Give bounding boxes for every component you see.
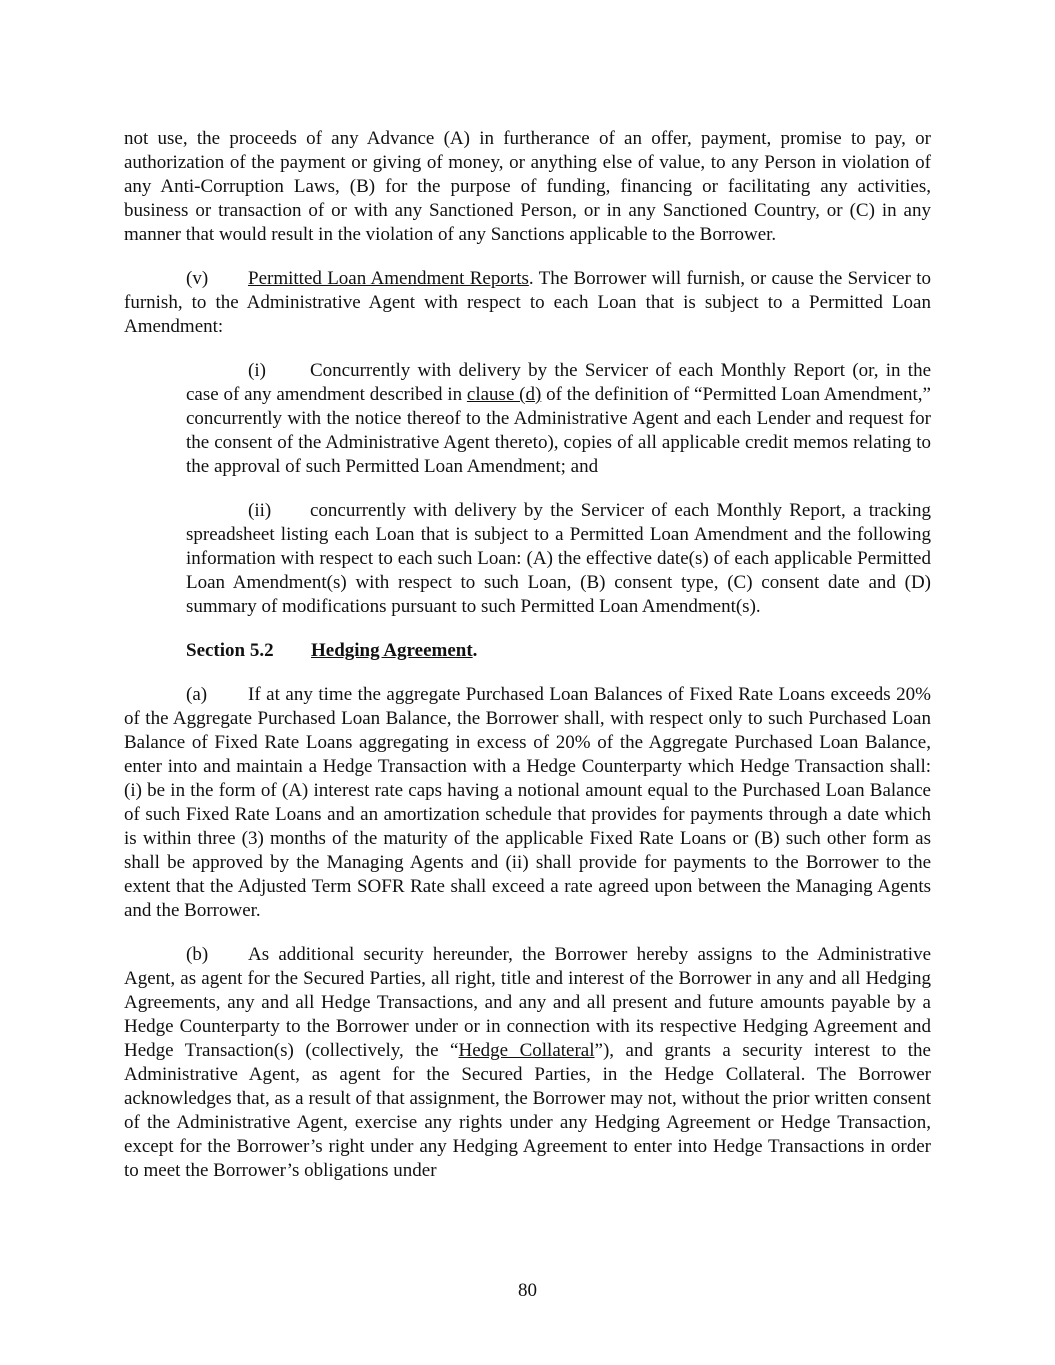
paragraph-i	[186, 359, 931, 479]
paragraph-v	[124, 267, 931, 339]
item-number-b: (b)	[186, 944, 209, 965]
defined-term-hedge-collateral: Hedge Collateral	[458, 1040, 595, 1061]
section-heading	[186, 639, 931, 663]
paragraph-b-text-b: ”), and grants a security interest to the Administrative Agent, as agent for the Secured Parties, in the Hedge Collateral. The Borrower acknowledges that, as a result of that assignment, the Borrower may not, without the prior written consent of the Administrative Agent, exercise any rights under any Hedging Agreement or Hedge Transaction, except for the Borrower’s right under any Hedging Agreement to enter into Hedge Transactions in order to meet the Borrower’s obligations under	[124, 1040, 931, 1181]
paragraph-b-text-a: As additional security hereunder, the Borrower hereby assigns to the Administrative Agent, as agent for the Secured Parties, all right, title and interest of the Borrower in any and all Hedging Agreements, any and all Hedge Transactions, and any and all present and future amounts payable by a Hedge Counterparty to the Borrower under or in connection with its respective Hedging Agreement and Hedge Transaction(s) (collectively, the “	[124, 944, 931, 1061]
section-title-period: .	[472, 640, 478, 661]
document-body	[124, 127, 931, 1203]
item-number-v: (v)	[186, 268, 209, 289]
paragraph-a	[124, 683, 931, 923]
section-title: Hedging Agreement	[311, 640, 473, 661]
heading-permitted-loan-amendment-reports: Permitted Loan Amendment Reports	[248, 268, 529, 289]
clause-d-reference: clause (d)	[466, 384, 542, 405]
page-number: 80	[518, 1280, 537, 1301]
item-number-i: (i)	[248, 360, 266, 381]
item-number-ii: (ii)	[248, 500, 272, 521]
paragraph-continuation: not use, the proceeds of any Advance (A) in furtherance of an offer, payment, promise to pay, or authorization of the payment or giving of money, or anything else of value, to any Person in violation of any Anti-Corruption Laws, (B) for the purpose of funding, financing or facilitating any activities, business or transaction of or with any Sanctioned Person, or in any Sanctioned Country, or (C) in any manner that would result in the violation of any Sanctions applicable to the Borrower.	[124, 128, 931, 245]
paragraph-ii-text: concurrently with delivery by the Servicer of each Monthly Report, a tracking spreadsheet listing each Loan that is subject to a Permitted Loan Amendment and the following information with respect to each such Loan: (A) the effective date(s) of each applicable Permitted Loan Amendment(s) with respect to such Loan, (B) consent type, (C) consent date and (D) summary of modifications pursuant to such Permitted Loan Amendment(s).	[186, 500, 931, 617]
section-number: Section 5.2	[186, 640, 274, 661]
paragraph-i-text-b: of the definition of “Permitted Loan Amendment,” concurrently with the notice thereof to the Administrative Agent and each Lender and request for the consent of the Administrative Agent thereto), copies of all applicable credit memos relating to the approval of such Permitted Loan Amendment; and	[186, 384, 931, 477]
paragraph-ii	[186, 499, 931, 619]
paragraph-i-text-a: Concurrently with delivery by the Servicer of each Monthly Report (or, in the case of any amendment described in	[186, 360, 931, 405]
item-number-a: (a)	[186, 684, 208, 705]
paragraph-v-text: . The Borrower will furnish, or cause the Servicer to furnish, to the Administrative Agent with respect to each Loan that is subject to a Permitted Loan Amendment:	[124, 268, 931, 337]
paragraph-a-text: If at any time the aggregate Purchased Loan Balances of Fixed Rate Loans exceeds 20% of the Aggregate Purchased Loan Balance, the Borrower shall, with respect only to such Purchased Loan Balance of Fixed Rate Loans aggregating in excess of 20% of the Aggregate Purchased Loan Balance, enter into and maintain a Hedge Transaction with a Hedge Counterparty which Hedge Transaction shall: (i) be in the form of (A) interest rate caps having a notional amount equal to the Purchased Loan Balance of such Fixed Rate Loans and an amortization schedule that provides for payments through a date which is within three (3) months of the maturity of the applicable Fixed Rate Loans or (B) such other form as shall be approved by the Managing Agents and (ii) shall provide for payments to the Borrower to the extent that the Adjusted Term SOFR Rate shall exceed a rate agreed upon between the Managing Agents and the Borrower.	[124, 684, 931, 921]
paragraph-b	[124, 943, 931, 1183]
